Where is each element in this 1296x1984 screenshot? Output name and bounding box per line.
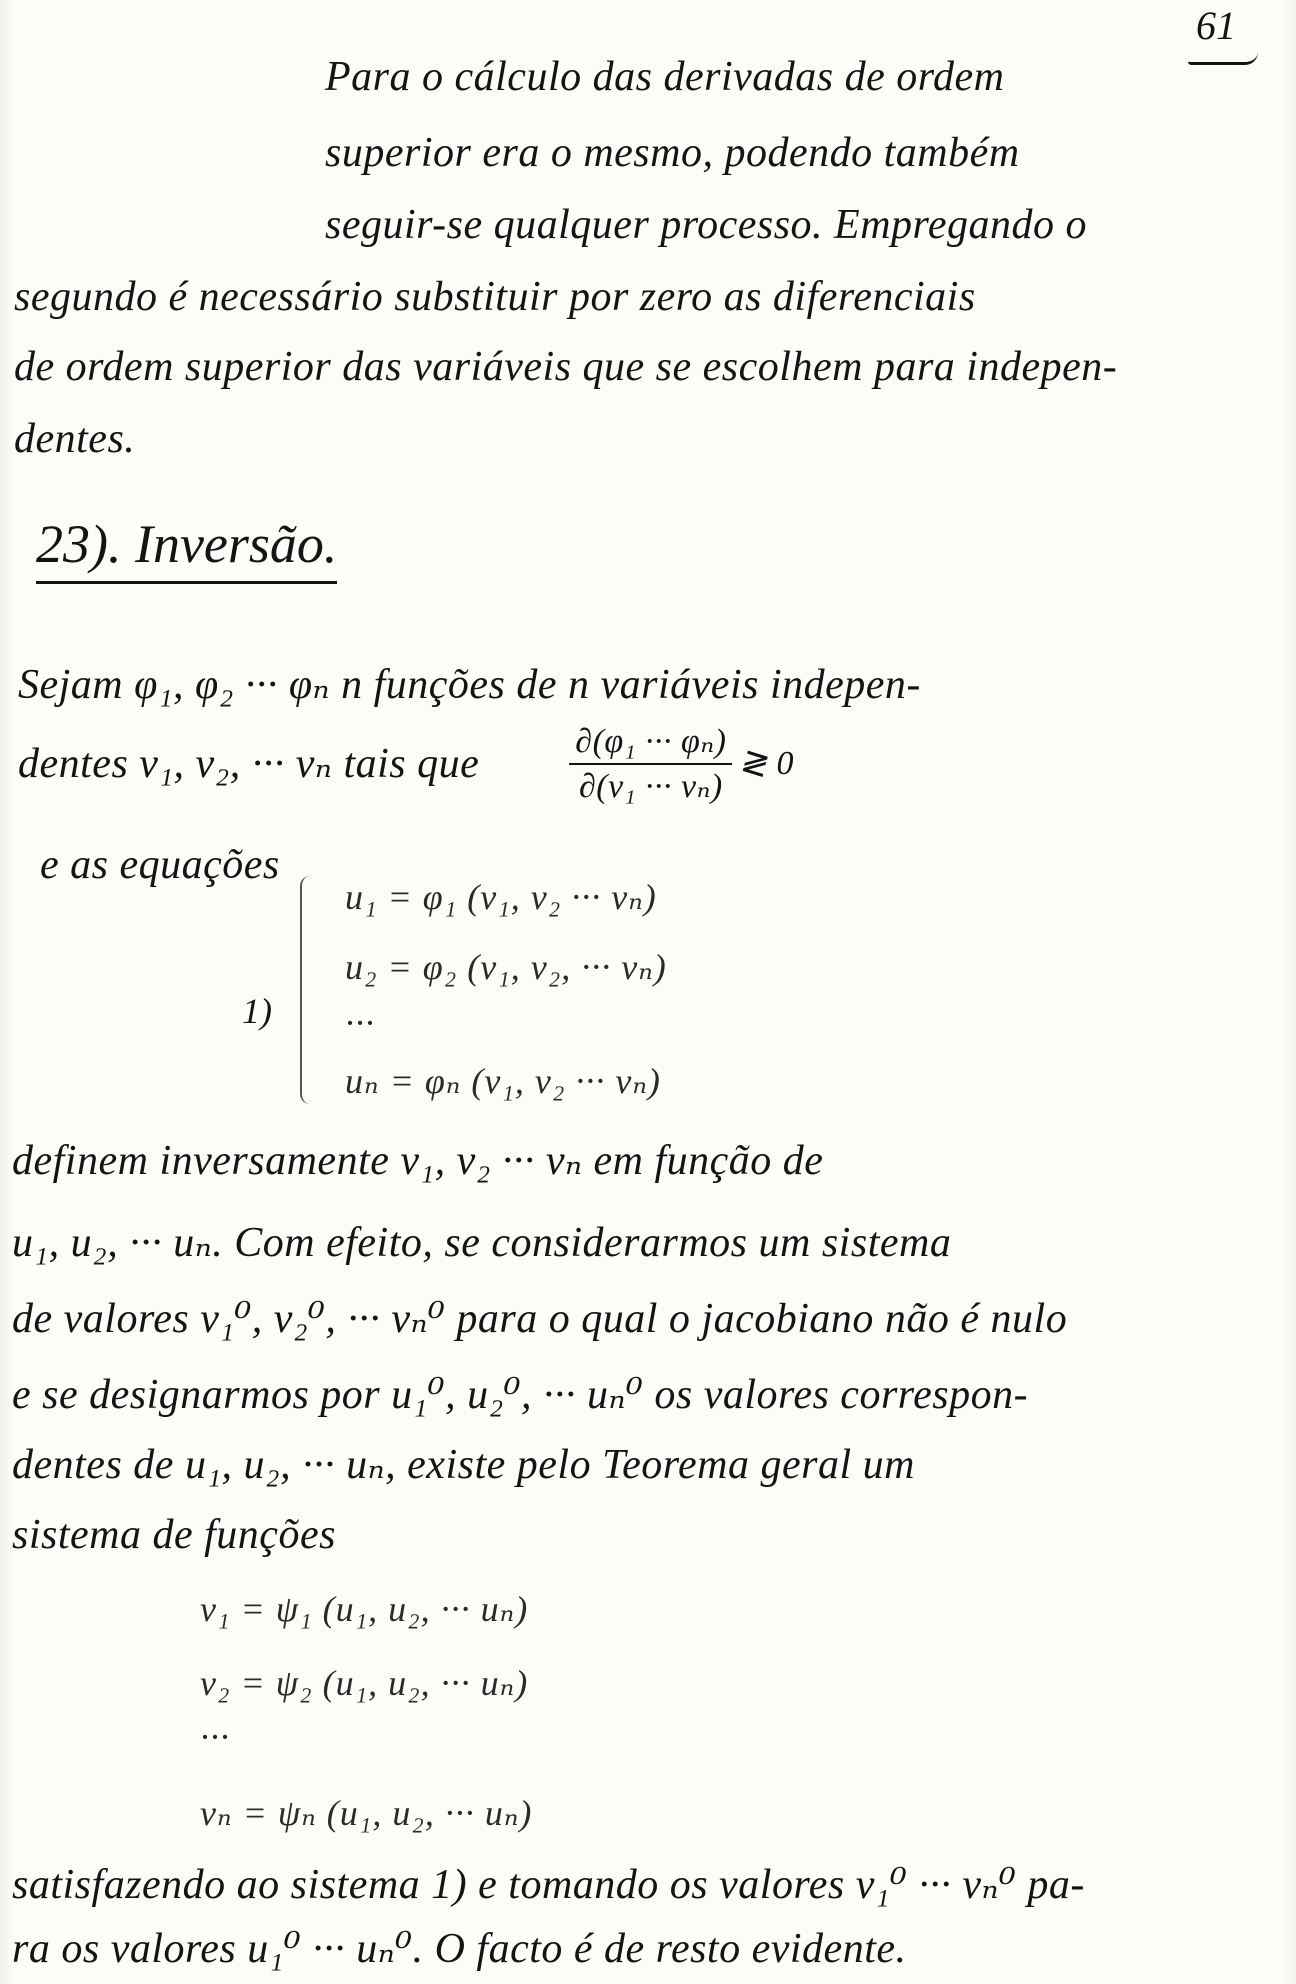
intro-line: Para o cálculo das derivadas de ordem (325, 54, 1005, 100)
system-label: 1) (242, 991, 272, 1031)
page-number-underline (1188, 52, 1258, 65)
page-number: 61 (1196, 3, 1236, 48)
inverse-equation: ··· (200, 1717, 230, 1757)
body-line: definem inversamente v₁, v₂ ··· vₙ em função de (12, 1138, 824, 1184)
hypothesis-line: dentes v₁, v₂, ··· vₙ tais que (18, 740, 480, 787)
intro-line: dentes. (14, 416, 136, 462)
equations-intro: e as equações (40, 842, 280, 888)
body-line: sistema de funções (12, 1512, 336, 1558)
inverse-equation: vₙ = ψₙ (u₁, u₂, ··· uₙ) (200, 1793, 533, 1833)
closing-line: ra os valores u₁⁰ ··· uₙ⁰. O facto é de resto evidente. (12, 1926, 907, 1972)
section-heading: 23). Inversão. (36, 512, 337, 584)
body-line: dentes de u₁, u₂, ··· uₙ, existe pelo Teorema geral um (12, 1442, 915, 1488)
body-line: de valores v₁⁰, v₂⁰, ··· vₙ⁰ para o qual o jacobiano não é nulo (12, 1296, 1068, 1342)
intro-line: segundo é necessário substituir por zero as diferenciais (14, 274, 976, 320)
body-line: u₁, u₂, ··· uₙ. Com efeito, se considerarmos um sistema (12, 1220, 952, 1266)
system-brace (300, 876, 316, 1104)
jacobian-relation: ≷ 0 (738, 744, 794, 782)
jacobian-fraction (569, 722, 732, 806)
jacobian-numerator: ∂(φ₁ ··· φₙ) (569, 722, 732, 765)
hypothesis-row (18, 722, 794, 806)
system-equation: uₙ = φₙ (v₁, v₂ ··· vₙ) (345, 1061, 661, 1101)
intro-line: superior era o mesmo, podendo também (325, 130, 1020, 176)
system-equation: ··· (345, 1003, 375, 1043)
system-equation: u₂ = φ₂ (v₁, v₂, ··· vₙ) (345, 947, 667, 987)
inverse-equation: v₂ = ψ₂ (u₁, u₂, ··· uₙ) (200, 1663, 529, 1703)
inverse-equation: v₁ = ψ₁ (u₁, u₂, ··· uₙ) (200, 1589, 529, 1629)
jacobian-denominator: ∂(v₁ ··· vₙ) (579, 768, 723, 806)
system-equation: u₁ = φ₁ (v₁, v₂ ··· vₙ) (345, 877, 657, 917)
intro-line: de ordem superior das variáveis que se escolhem para indepen- (14, 344, 1118, 390)
hypothesis-line: Sejam φ₁, φ₂ ··· φₙ n funções de n variáveis indepen- (18, 662, 921, 708)
body-line: e se designarmos por u₁⁰, u₂⁰, ··· uₙ⁰ os valores correspon- (12, 1372, 1029, 1418)
intro-line: seguir-se qualquer processo. Empregando o (325, 202, 1087, 248)
closing-line: satisfazendo ao sistema 1) e tomando os valores v₁⁰ ··· vₙ⁰ pa- (12, 1862, 1085, 1908)
